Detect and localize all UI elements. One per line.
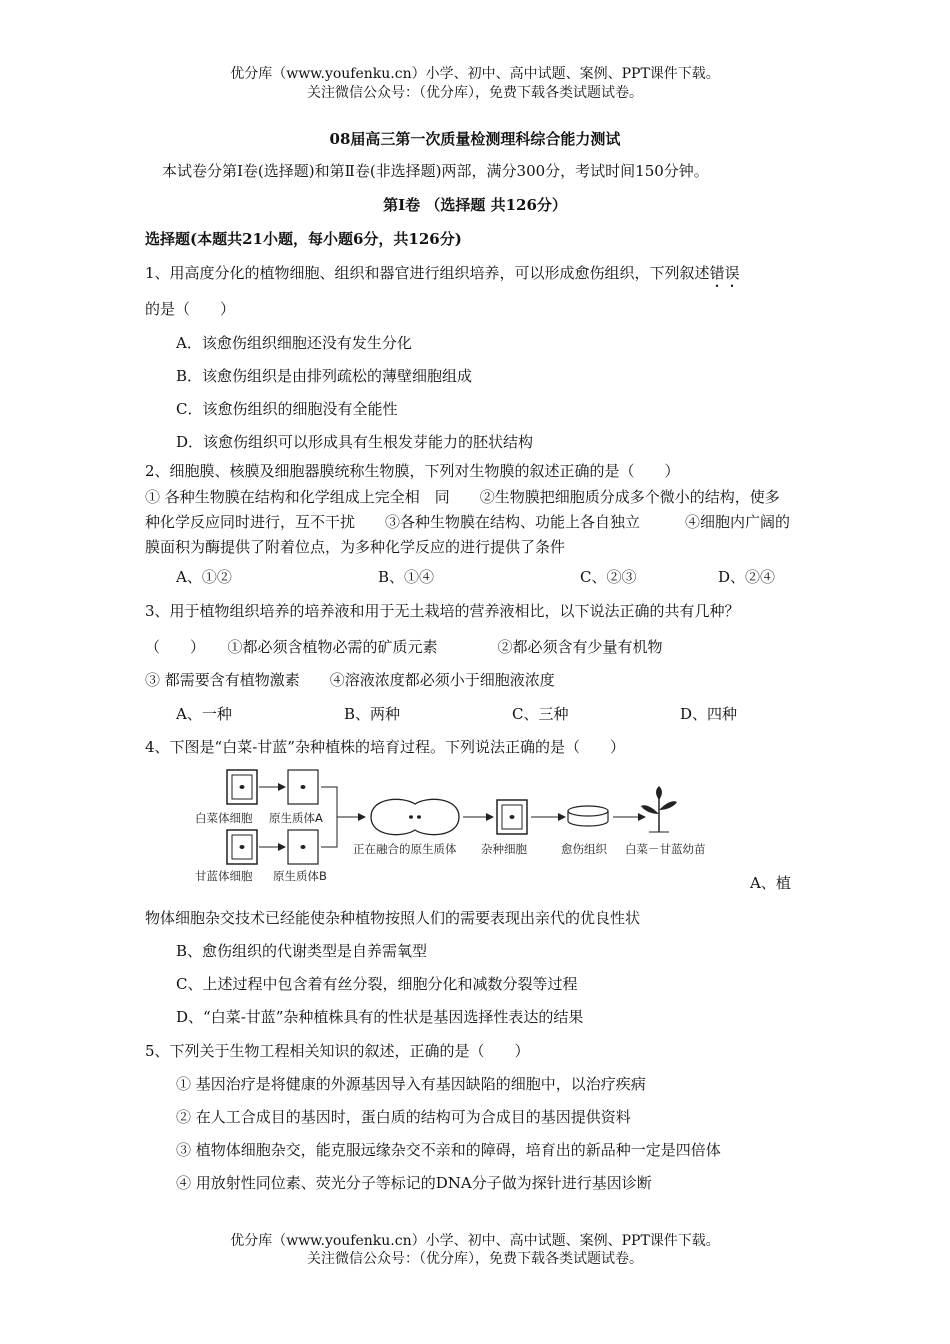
- label-fusing: 正在融合的原生质体: [353, 842, 457, 856]
- intro-text: 本试卷分第Ⅰ卷(选择题)和第Ⅱ卷(非选择题)两部，满分300分，考试时间150分钟。: [162, 162, 709, 180]
- label-seedling: 白菜－甘蓝幼苗: [625, 842, 706, 856]
- label-hybrid: 杂种细胞: [481, 842, 527, 856]
- hybridization-diagram: [193, 766, 743, 884]
- q3-statement-line-2: ③ 都需要含有植物激素 ④溶液浓度都必须小于细胞液浓度: [145, 671, 555, 689]
- q1-option-c: C．该愈伤组织的细胞没有全能性: [176, 400, 398, 418]
- q2-statement-line-1: ① 各种生物膜在结构和化学组成上完全相 同 ②生物膜把细胞质分成多个微小的结构，使多: [145, 488, 780, 506]
- label-kale-cell: 甘蓝体细胞: [195, 869, 253, 883]
- q2-statement-line-3: 膜面积为酶提供了附着位点，为多种化学反应的进行提供了条件: [145, 538, 566, 556]
- fusing-protoplast-icon: [371, 799, 459, 834]
- q2-option-a: A、①②: [176, 568, 232, 586]
- q1-option-b: B．该愈伤组织是由排列疏松的薄壁细胞组成: [176, 367, 473, 385]
- q4-option-a-cont: 物体细胞杂交技术已经能使杂种植物按照人们的需要表现出亲代的优良性状: [145, 909, 641, 927]
- label-cabbage-cell: 白菜体细胞: [195, 811, 253, 825]
- q3-statement-line-1: （ ） ①都必须含植物必需的矿质元素 ②都必须含有少量有机物: [145, 638, 663, 656]
- callus-icon: [568, 806, 608, 826]
- q4-option-b: B、愈伤组织的代谢类型是自养需氧型: [176, 942, 428, 960]
- header-line-2: 关注微信公众号：（优分库），免费下载各类试题试卷。: [307, 85, 643, 101]
- q3-option-c: C、三种: [512, 705, 569, 723]
- footer-line-2: 关注微信公众号：（优分库），免费下载各类试题试卷。: [307, 1251, 643, 1267]
- q2-option-c: C、②③: [580, 568, 637, 586]
- label-protoplast-b: 原生质体B: [273, 869, 327, 883]
- section-title: 第Ⅰ卷 （选择题 共126分）: [383, 196, 567, 214]
- cabbage-cell-icon: [227, 770, 257, 804]
- q4-option-d: D、“白菜-甘蓝”杂种植株具有的性状是基因选择性表达的结果: [176, 1008, 584, 1026]
- page-title: 08届高三第一次质量检测理科综合能力测试: [329, 130, 621, 148]
- q4-option-c: C、上述过程中包含着有丝分裂，细胞分化和减数分裂等过程: [176, 975, 578, 993]
- label-callus: 愈伤组织: [561, 842, 607, 856]
- q3-stem: 3、用于植物组织培养的培养液和用于无土栽培的营养液相比，以下说法正确的共有几种？: [145, 602, 740, 620]
- q2-option-d: D、②④: [718, 568, 776, 586]
- q1-stem: 1、用高度分化的植物细胞、组织和器官进行组织培养，可以形成愈伤组织，下列叙述错误: [145, 264, 740, 282]
- hybrid-cell-icon: [497, 800, 527, 834]
- label-protoplast-a: 原生质体A: [269, 811, 323, 825]
- q5-item-1: ① 基因治疗是将健康的外源基因导入有基因缺陷的细胞中，以治疗疾病: [176, 1075, 646, 1093]
- q4-option-a-start: A、植: [750, 874, 791, 892]
- header-line-1: 优分库（www.youfenku.cn）小学、初中、高中试题、案例、PPT课件下载。: [230, 66, 720, 82]
- q1-option-d: D．该愈伤组织可以形成具有生根发芽能力的胚状结构: [176, 433, 534, 451]
- q1-stem-cont: 的是（ ）: [145, 300, 236, 318]
- footer-line-1: 优分库（www.youfenku.cn）小学、初中、高中试题、案例、PPT课件下载。: [230, 1233, 720, 1249]
- q4-stem: 4、下图是“白菜-甘蓝”杂种植株的培育过程。下列说法正确的是（ ）: [145, 738, 625, 756]
- q3-option-d: D、四种: [680, 705, 738, 723]
- q2-stem: 2、细胞膜、核膜及细胞器膜统称生物膜，下列对生物膜的叙述正确的是（ ）: [145, 462, 680, 480]
- q1-option-a: A．该愈伤组织细胞还没有发生分化: [176, 334, 412, 352]
- q3-option-a: A、一种: [176, 705, 232, 723]
- q5-item-2: ② 在人工合成目的基因时，蛋白质的结构可为合成目的基因提供资料: [176, 1108, 631, 1126]
- q5-stem: 5、下列关于生物工程相关知识的叙述，正确的是（ ）: [145, 1042, 530, 1060]
- protoplast-a-icon: [288, 770, 318, 804]
- kale-cell-icon: [227, 830, 257, 864]
- subsection-title: 选择题(本题共21小题，每小题6分，共126分): [145, 230, 462, 248]
- q3-option-b: B、两种: [344, 705, 401, 723]
- q1-emphasis: 错误: [709, 264, 740, 282]
- seedling-icon: [641, 786, 677, 832]
- protoplast-b-icon: [288, 830, 318, 864]
- q2-statement-line-2: 种化学反应同时进行，互不干扰 ③各种生物膜在结构、功能上各自独立 ④细胞内广阔的: [145, 513, 791, 531]
- q2-option-b: B、①④: [378, 568, 435, 586]
- q5-item-4: ④ 用放射性同位素、荧光分子等标记的DNA分子做为探针进行基因诊断: [176, 1174, 652, 1192]
- q5-item-3: ③ 植物体细胞杂交，能克服远缘杂交不亲和的障碍，培育出的新品种一定是四倍体: [176, 1141, 721, 1159]
